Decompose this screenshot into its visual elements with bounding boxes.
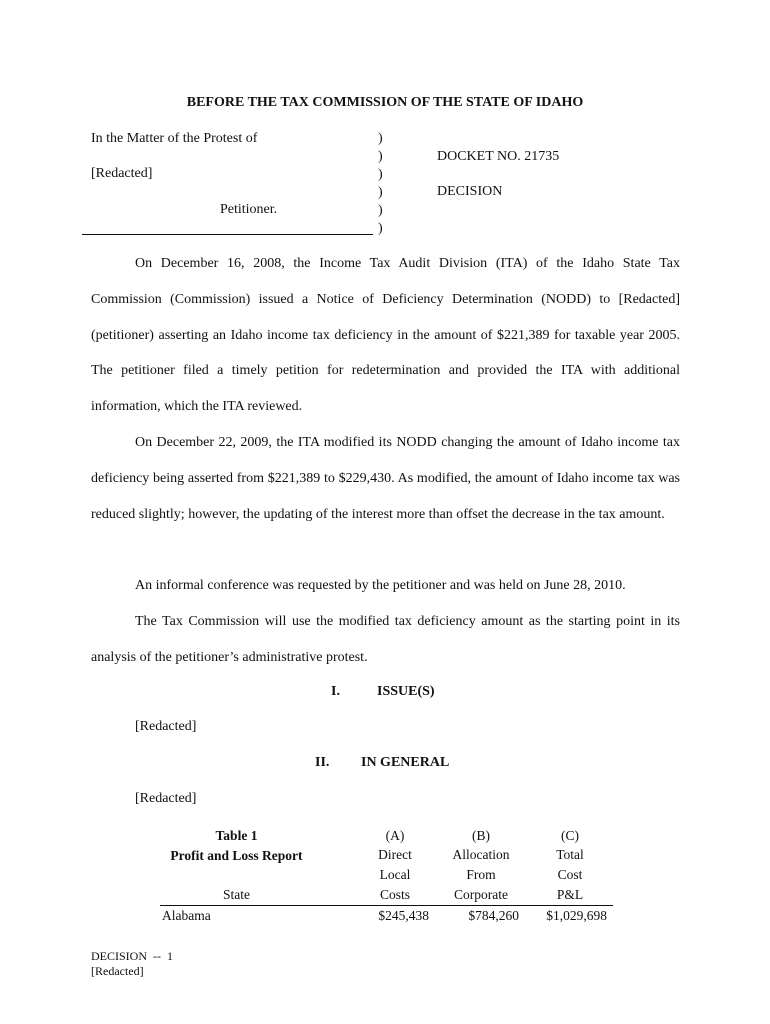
paragraph: On December 16, 2008, the Income Tax Audit Division (ITA) of the Idaho State Tax Commission (Commission) issued a Notice of Deficiency Determination (NODD) to [Redacted] (petitioner) asserting an Idaho income tax deficiency in the amount of $221,389 for taxable year 2005. The petitioner filed a timely petition for redetermination and provided the ITA with additional information, which the ITA reviewed.	[91, 256, 680, 415]
caption-party: [Redacted]	[91, 166, 153, 181]
section-body: [Redacted]	[135, 791, 197, 806]
paragraph: The Tax Commission will use the modified tax deficiency amount as the starting point in its analysis of the petitioner’s administrative protest.	[91, 614, 680, 665]
section-numeral: I.	[331, 684, 340, 699]
table-row-state: Alabama	[162, 908, 211, 923]
table-header-rule	[160, 905, 613, 906]
column-header: Total	[556, 847, 584, 862]
column-letter: (C)	[561, 828, 579, 843]
caption-paren: )	[378, 203, 383, 218]
paragraph: An informal conference was requested by the petitioner and was held on June 28, 2010.	[135, 578, 626, 593]
section-heading: ISSUE(S)	[377, 684, 435, 699]
table-cell: $784,260	[468, 908, 519, 923]
column-header: From	[466, 867, 496, 882]
caption-rule	[82, 234, 373, 235]
document-title: BEFORE THE TAX COMMISSION OF THE STATE OF IDAHO	[186, 95, 584, 110]
table-cell: $1,029,698	[546, 908, 607, 923]
footer-redacted: [Redacted]	[91, 964, 144, 978]
caption-matter: In the Matter of the Protest of	[91, 131, 258, 146]
table-state-header: State	[223, 887, 250, 902]
column-header: Direct	[378, 847, 412, 862]
column-header: P&L	[556, 887, 584, 902]
caption-paren: )	[378, 221, 383, 236]
docket-number: DOCKET NO. 21735	[437, 149, 560, 164]
section-heading: IN GENERAL	[361, 755, 450, 770]
column-header: Corporate	[454, 887, 508, 902]
table-cell: $245,438	[378, 908, 429, 923]
column-letter: (A)	[385, 828, 405, 843]
table-title: Table 1	[215, 828, 258, 843]
caption-role: Petitioner.	[220, 202, 278, 217]
table-subtitle: Profit and Loss Report	[170, 848, 303, 863]
column-header: Local	[379, 867, 411, 882]
column-header: Cost	[557, 867, 583, 882]
column-header: Costs	[379, 887, 410, 902]
caption-paren: )	[378, 131, 383, 146]
section-body: [Redacted]	[135, 719, 197, 734]
document-type: DECISION	[437, 184, 503, 199]
column-header: Allocation	[452, 847, 510, 862]
column-letter: (B)	[472, 828, 490, 843]
paragraph: On December 22, 2009, the ITA modified its NODD changing the amount of Idaho income tax deficiency being asserted from $221,389 to $229,430. As modified, the amount of Idaho income tax was reduced slightly; however, the updating of the interest more than offset the decrease in the tax amount.	[91, 435, 680, 522]
section-numeral: II.	[315, 755, 330, 770]
caption-paren: )	[378, 167, 383, 182]
caption-paren: )	[378, 185, 383, 200]
footer-page-label: DECISION -- 1	[91, 949, 173, 963]
caption-paren: )	[378, 149, 383, 164]
